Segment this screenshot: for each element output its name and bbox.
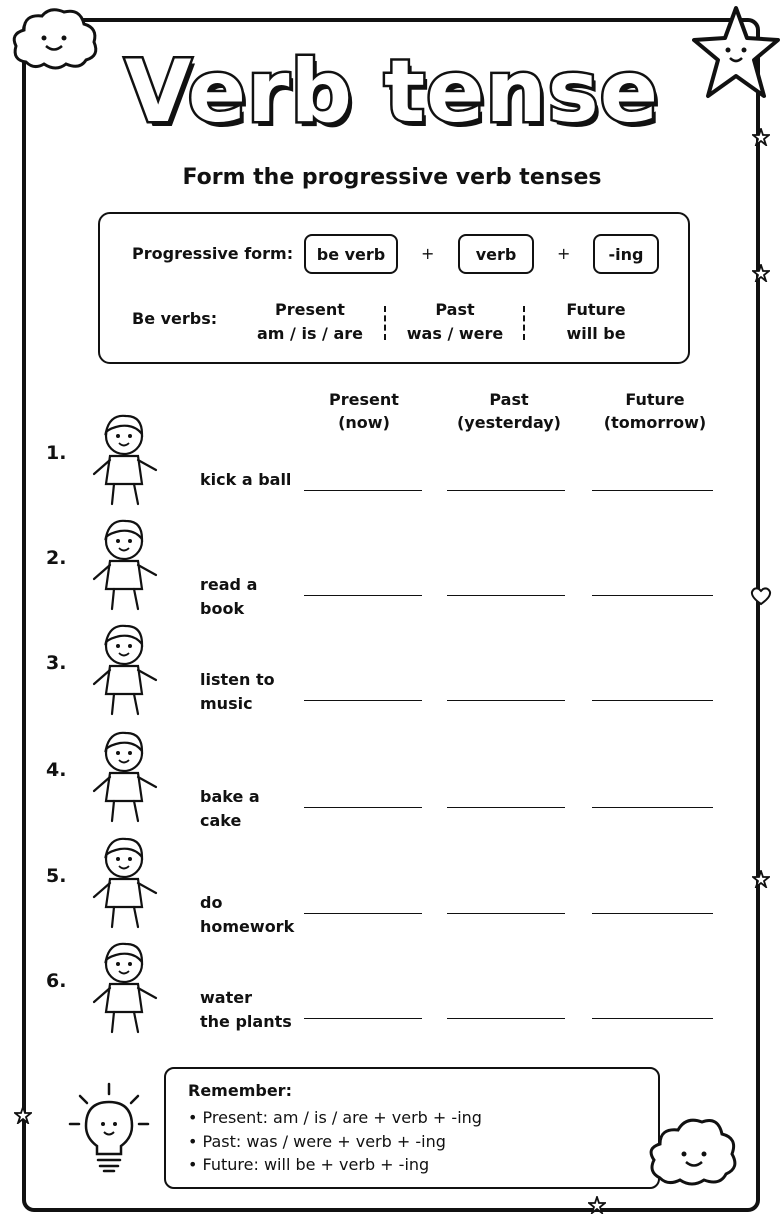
verb-phrase [200,668,305,716]
verb-phrase-line: water [200,988,252,1007]
item-number: 2. [46,547,67,569]
future-answer-line[interactable] [592,913,713,914]
small-star-icon [588,1196,606,1214]
verb-phrase [200,468,305,492]
remember-rule: • Past: was / were + verb + -ing [188,1130,482,1154]
column-hint: (yesterday) [456,413,561,432]
remember-rule: • Present: am / is / are + verb + -ing [188,1106,482,1130]
column-tense: Future [625,390,685,409]
verb-phrase-line: kick a ball [200,470,292,489]
be-verb-future [531,298,661,346]
be-verb-forms: was / were [406,324,504,343]
page-subtitle: Form the progressive verb tenses [182,165,602,190]
child-with-headphones-icon [84,618,194,718]
girl-watering-plant-icon [84,936,194,1036]
remember-box [164,1067,660,1189]
present-answer-line[interactable] [304,807,422,808]
column-hint: (now) [338,413,390,432]
present-answer-line[interactable] [304,913,422,914]
plus-sign: + [557,244,571,263]
past-answer-line[interactable] [447,1018,565,1019]
verb-phrase [200,785,305,833]
boy-kicking-ball-icon [84,408,194,508]
column-tense: Past [489,390,529,409]
present-answer-line[interactable] [304,700,422,701]
verb-phrase-line: do homework [200,893,295,936]
present-answer-line[interactable] [304,490,422,491]
present-answer-line[interactable] [304,1018,422,1019]
be-verb-forms: will be [566,324,626,343]
divider [384,306,386,340]
verb-phrase-line: read a book [200,575,258,618]
item-number: 6. [46,970,67,992]
be-verb-pill: be verb [304,234,398,274]
present-answer-line[interactable] [304,595,422,596]
small-star-icon [752,870,770,888]
boy-writing-homework-icon [84,831,194,931]
divider [523,306,525,340]
remember-rules [188,1106,482,1177]
heart-icon [750,586,772,606]
ing-pill: -ing [593,234,659,274]
column-tense: Present [329,390,399,409]
past-answer-line[interactable] [447,807,565,808]
be-verb-tense: Past [435,300,475,319]
item-number: 4. [46,759,67,781]
progressive-form-label: Progressive form: [132,244,294,263]
girl-baking-icon [84,725,194,825]
verb-phrase [200,986,305,1034]
be-verb-past [390,298,520,346]
be-verbs-label: Be verbs: [132,309,218,328]
be-verb-tense: Future [566,300,626,319]
past-answer-line[interactable] [447,700,565,701]
past-answer-line[interactable] [447,595,565,596]
verb-phrase-line: music [200,694,253,713]
item-number: 1. [46,442,67,464]
future-answer-line[interactable] [592,595,713,596]
past-answer-line[interactable] [447,913,565,914]
verb-phrase [200,573,305,621]
small-star-icon [14,1106,32,1124]
light-bulb-icon [66,1082,152,1178]
page-title: Verb tense [124,42,660,142]
girl-reading-book-icon [84,513,194,613]
verb-phrase [200,891,305,939]
small-star-icon [752,264,770,282]
be-verb-tense: Present [275,300,345,319]
verb-phrase-line: bake a cake [200,787,260,830]
be-verb-present [245,298,375,346]
past-answer-line[interactable] [447,490,565,491]
column-header-future [580,388,730,434]
future-answer-line[interactable] [592,490,713,491]
column-header-past [434,388,584,434]
future-answer-line[interactable] [592,700,713,701]
verb-pill: verb [458,234,534,274]
item-number: 5. [46,865,67,887]
verb-phrase-line: listen to [200,670,275,689]
item-number: 3. [46,652,67,674]
future-answer-line[interactable] [592,807,713,808]
future-answer-line[interactable] [592,1018,713,1019]
column-header-present [289,388,439,434]
column-hint: (tomorrow) [603,413,707,432]
remember-title: Remember: [188,1081,292,1100]
verb-phrase-line: the plants [200,1012,292,1031]
be-verb-forms: am / is / are [257,324,363,343]
plus-sign: + [421,244,435,263]
progressive-form-box [98,212,690,364]
remember-rule: • Future: will be + verb + -ing [188,1153,482,1177]
cloud-face-icon [646,1110,740,1190]
